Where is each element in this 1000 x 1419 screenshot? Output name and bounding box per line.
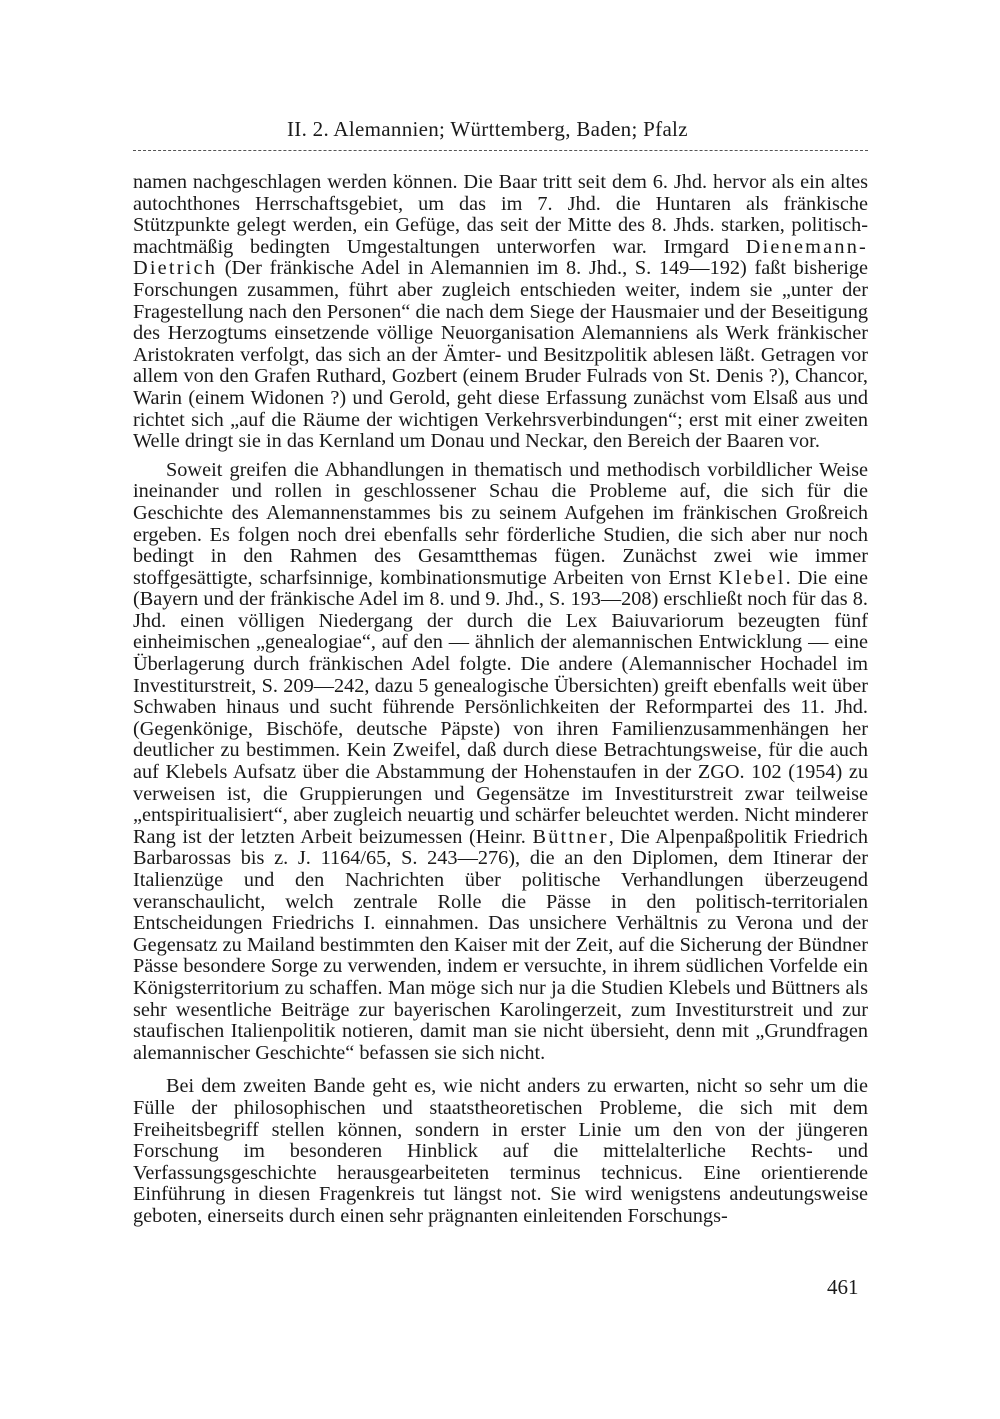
text-run: Soweit greifen die Abhandlungen in thematisch und methodisch vorbildlicher Weise ineinander und rollen in geschlossener Schau die Probleme auf, die sich für die Geschichte des Alemannenstammes bis zu seinem Aufgehen im fränkischen Großreich ergeben. Es folgen noch drei ebenfalls sehr förderliche Studien, die sich aber nur noch bedingt in den Rahmen des Gesamtthemas fügen. Zunächst zwei wie immer stoffgesättigte, scharfsinnige, kombinationsmutige Arbeiten von Ernst bbox=[133, 458, 868, 589]
author-name: Klebel bbox=[718, 566, 786, 589]
header-rule bbox=[133, 150, 868, 151]
paragraph bbox=[133, 1076, 868, 1227]
paragraph bbox=[133, 172, 868, 453]
text-run: , Die Alpenpaßpolitik Friedrich Barbarossas bis z. J. 1164/65, S. 243—276), die an den Diplomen, dem Itinerar der Italienzüge und den Nachrichten über politische Verhandlungen überzeugend veranschaulicht, welch zentrale Rolle die Pässe in den politisch-territorialen Entscheidungen Friedrichs I. einnahmen. Das unsichere Verhältnis zu Verona und der Gegensatz zu Mailand bestimmten den Kaiser mit der Zeit, auf die Sicherung der Bündner Pässe besondere Sorge zu verwenden, indem er versuchte, in ihrem südlichen Vorfelde ein Königsterritorium zu schaffen. Man möge sich nur ja die Studien Klebels und Büttners als sehr wesentliche Beiträge zur bayerischen Karolingerzeit, zum Investiturstreit und zur staufischen Italienpolitik notieren, damit man sie nicht übersieht, denn mit „Grundfragen alemannischer Geschichte“ befassen sie sich nicht. bbox=[133, 825, 868, 1064]
body-text bbox=[133, 172, 868, 1228]
author-name: Büttner bbox=[532, 825, 609, 848]
text-run: Bei dem zweiten Bande geht es, wie nicht anders zu erwarten, nicht so sehr um die Fülle der philosophischen und staatstheoretischen Probleme, die sich mit dem Freiheitsbegriff stellen können, sondern in erster Linie um den von der jüngeren Forschung im besonderen Hinblick auf die mittelalterliche Rechts- und Verfassungsgeschichte herausgearbeiteten terminus technicus. Eine orientierende Einführung in diesen Fragenkreis tut längst not. Sie wird wenigstens andeutungsweise geboten, einerseits durch einen sehr prägnanten einleitenden Forschungs- bbox=[133, 1075, 868, 1227]
running-head: II. 2. Alemannien; Württemberg, Baden; Pfalz bbox=[287, 117, 688, 141]
text-run: (Der fränkische Adel in Alemannien im 8. Jhd., S. 149—192) faßt bisherige Forschungen zusammen, führt aber zugleich entschieden weiter, indem sie „unter der Fragestellung nach den Personen“ die nach dem Siege der Hausmaier und der Beseitigung des Herzogtums einsetzende völlige Neuorganisation Alemanniens als Werk fränkischer Aristokraten verfolgt, das sich an der Ämter- und Besitzpolitik ablesen läßt. Getragen vor allem von den Grafen Ruthard, Gozbert (einem Bruder Fulrads von St. Denis ?), Chancor, Warin (einem Widonen ?) und Gerold, geht diese Erfassung zunächst vom Elsaß aus und richtet sich „auf die Räume der wichtigen Verkehrsverbindungen“; erst mit einer zweiten Welle dringt sie in das Kernland um Donau und Neckar, den Bereich der Baaren vor. bbox=[133, 257, 868, 453]
text-run: . Die eine (Bayern und der fränkische Adel im 8. und 9. Jhd., S. 193—208) erschließt noch für das 8. Jhd. einen völligen Niedergang der durch die Lex Baiuvariorum bezeugten fünf einheimischen „genealogiae“, auf den — ähnlich der alemannischen Entwicklung — eine Überlagerung durch fränkischen Adel folgte. Die andere (Alemannischer Hochadel im Investiturstreit, S. 209—242, dazu 5 genealogische Übersichten) greift ebenfalls weit über Schwaben hinaus und sucht führende Persönlichkeiten der Reformpartei des 11. Jhd. (Gegenkönige, Bischöfe, deutsche Päpste) von ihren Familienzusammenhängen her deutlicher zu bestimmen. Kein Zweifel, daß durch diese Betrachtungsweise, für die auch auf Klebels Aufsatz über die Abstammung der Hohenstaufen in der ZGO. 102 (1954) zu verweisen ist, die Gruppierungen und Gegensätze im Investiturstreit zwar teilweise „entspiritualisiert“, aber zugleich neuartig und schärfer beleuchtet werden. Nicht minderer Rang ist der letzten Arbeit beizumessen (Heinr. bbox=[133, 566, 868, 848]
paragraph bbox=[133, 460, 868, 1065]
page-number: 461 bbox=[827, 1275, 859, 1299]
text-run: namen nachgeschlagen werden können. Die Baar tritt seit dem 6. Jhd. hervor als ein altes autochthones Herrschaftsgebiet, um das im 7. Jhd. die Huntaren als fränkische Stützpunkte gelegt werden, ein Gefüge, das seit der Mitte des 8. Jhds. starken, politisch-machtmäßig bedingten Umgestaltungen unterworfen war. Irmgard bbox=[133, 171, 868, 258]
author-name: Dienemann-Dietrich bbox=[133, 235, 868, 280]
